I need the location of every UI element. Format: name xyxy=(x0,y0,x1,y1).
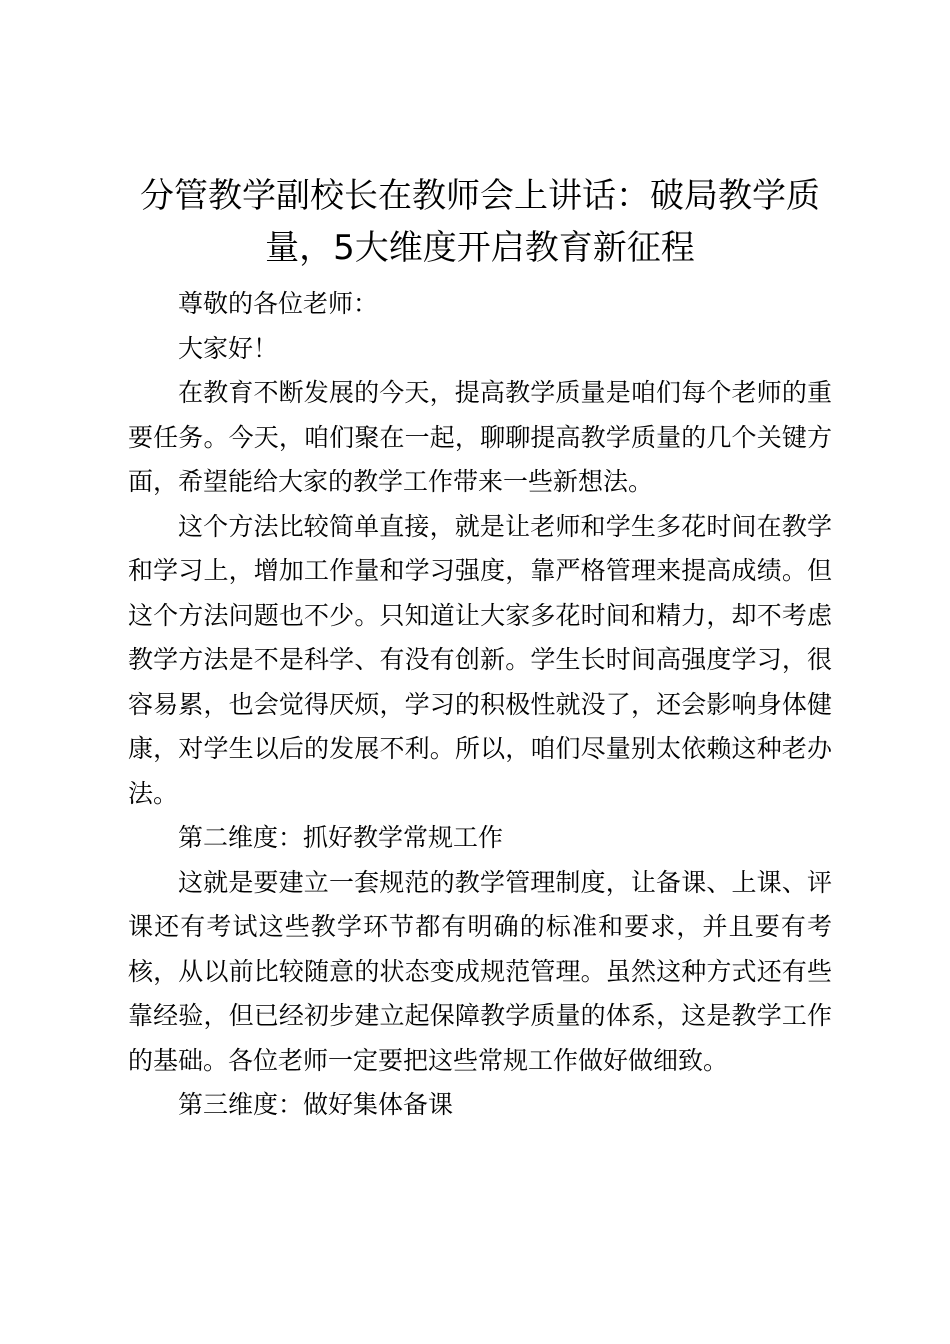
intro-paragraph: 在教育不断发展的今天，提高教学质量是咱们每个老师的重要任务。今天，咱们聚在一起，聊聊提高教学质量的几个关键方面，希望能给大家的教学工作带来一些新想法。 xyxy=(128,378,832,496)
third-dimension-heading: 第三维度：做好集体备课 xyxy=(178,1090,454,1119)
first-dimension-paragraph: 这个方法比较简单直接，就是让老师和学生多花时间在教学和学习上，增加工作量和学习强度，靠严格管理来提高成绩。但这个方法问题也不少。只知道让大家多花时间和精力，却不考虑教学方法是不是科学、有没有创新。学生长时间高强度学习，很容易累，也会觉得厌烦，学习的积极性就没了，还会影响身体健康，对学生以后的发展不利。所以，咱们尽量别太依赖这种老办法。 xyxy=(128,511,832,808)
document-title: 分管教学副校长在教师会上讲话：破局教学质量，5大维度开启教育新征程 xyxy=(140,176,820,268)
document-page xyxy=(128,170,832,1128)
greeting: 大家好！ xyxy=(178,333,279,363)
second-dimension-heading: 第二维度：抓好教学常规工作 xyxy=(178,823,504,852)
salutation: 尊敬的各位老师： xyxy=(178,289,379,318)
second-dimension-paragraph: 这就是要建立一套规范的教学管理制度，让备课、上课、评课还有考试这些教学环节都有明确的标准和要求，并且要有考核，从以前比较随意的状态变成规范管理。虽然这种方式还有些靠经验，但已经初步建立起保障教学质量的体系，这是教学工作的基础。各位老师一定要把这些常规工作做好做细致。 xyxy=(128,867,832,1075)
